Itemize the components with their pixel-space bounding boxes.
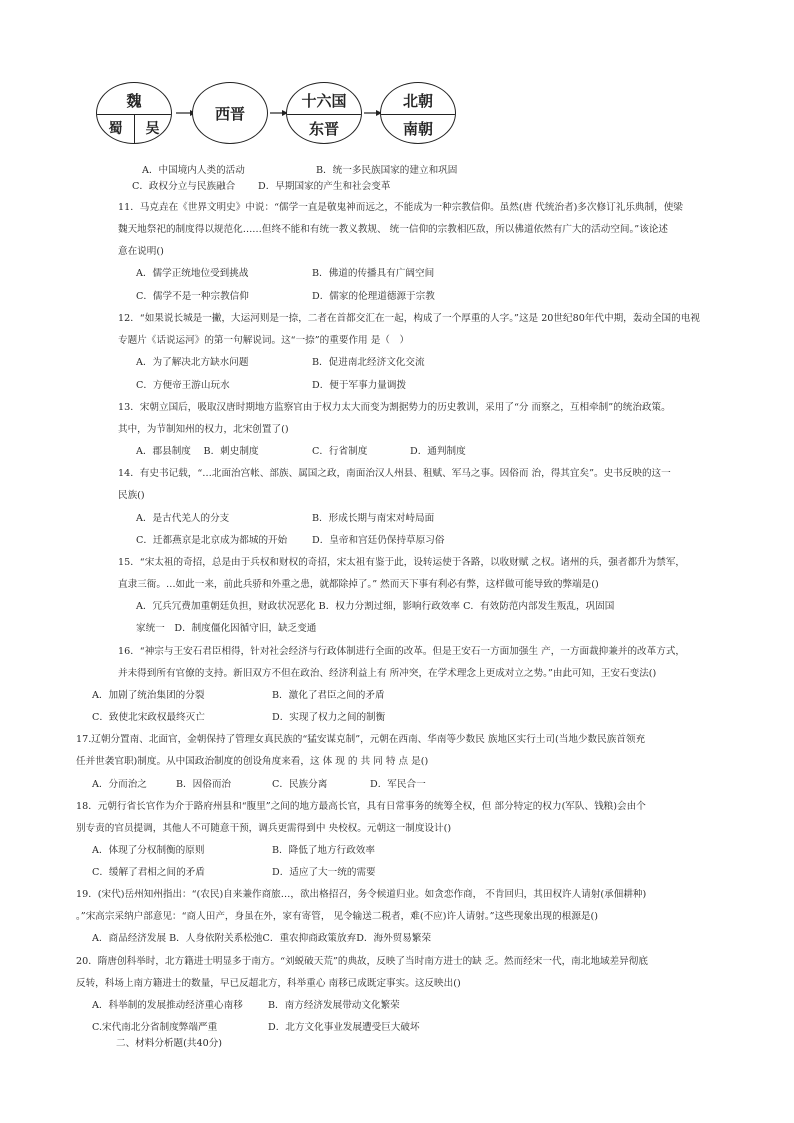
q12-option-d: D．便于军事力量调拨 xyxy=(312,380,407,391)
q10-option-b: B．统一多民族国家的建立和巩固 xyxy=(316,165,458,176)
q16-option-d: D．实现了权力之间的制衡 xyxy=(272,712,386,723)
q18-option-d: D．适应了大一统的需要 xyxy=(272,867,376,878)
q11-option-a: A．儒学正统地位受到挑战 xyxy=(136,268,249,279)
q17-stem: 17.辽朝分置南、北面官，金朝保持了管理女真民族的“猛安谋克制”，元朝在西南、华南等少数民 族地区实行土司(当地少数民族首领充 xyxy=(76,734,646,745)
q13-option-ab: A．郡县制度 B．刺史制度 xyxy=(136,446,259,457)
node-xijin xyxy=(192,82,268,144)
q17-option-c: C．民族分离 xyxy=(272,779,328,790)
q11-stem: 11．马克垚在《世界文明史》中说：“儒学一直是敬鬼神而远之，不能成为一种宗教信仰。虽然(唐 代统治者)多次修订礼乐典制，使梁 xyxy=(118,202,683,213)
q20-option-d: D．北方文化事业发展遭受巨大破坏 xyxy=(268,1022,420,1033)
q16-stem: 16．“神宗与王安石君臣相得，针对社会经济与行政体制进行全面的改革。但是王安石一方面加强生 产，一方面裁抑兼并的改革方式， xyxy=(118,646,686,657)
q17-stem: 任并世袭官职)制度。从中国政治制度的创设角度来看，这 体 现 的 共 同 特 点 是() xyxy=(76,756,429,767)
q17-option-b: B．因俗而治 xyxy=(176,779,232,790)
q11-option-d: D．儒家的伦理道德源于宗教 xyxy=(312,291,435,302)
q11-option-c: C．儒学不是一种宗教信仰 xyxy=(136,291,249,302)
q14-option-b: B．形成长期与南宋对峙局面 xyxy=(312,513,435,524)
q18-stem: 18．元朝行省长官作为介于路府州县和“腹里”之间的地方最高长官，具有日常事务的统筹全权，但 部分特定的权力(军队、钱粮)会由个 xyxy=(76,801,646,812)
q13-option-c: C．行省制度 xyxy=(312,446,368,457)
q18-option-c: C．缓解了君相之间的矛盾 xyxy=(92,867,205,878)
q20-option-c: C.宋代南北分省制度弊端严重 xyxy=(92,1022,218,1033)
node-wei-shu-wu xyxy=(96,82,172,144)
q16-option-a: A．加剧了统治集团的分裂 xyxy=(92,690,205,701)
q13-stem: 13．宋朝立国后，吸取汉唐时期地方监察官由于权力太大而变为割据势力的历史教训，采用了“分 而察之，互相牵制”的统治政策。 xyxy=(118,402,671,413)
node-label-wu: 吴 xyxy=(145,121,160,137)
q12-option-a: A．为了解决北方缺水问题 xyxy=(136,357,249,368)
q14-option-c: C．迁都燕京是北京成为都城的开始 xyxy=(136,535,288,546)
node-label-dongjin: 东晋 xyxy=(308,120,339,138)
node-label-shu: 蜀 xyxy=(108,121,123,137)
q15-stem: 直隶三衙。…如此一来，前此兵骄和外重之患，就都除掉了。” 然而天下事有利必有弊，这样做可能导致的弊端是() xyxy=(118,579,599,590)
q17-option-d: D．军民合一 xyxy=(370,779,426,790)
q12-stem: 12．“如果说长城是一撇，大运河则是一捺，二者在首都交汇在一起，构成了一个厚重的人字。”这是 20世纪80年代中期，轰动全国的电视 xyxy=(118,313,700,324)
dynasty-flow-diagram xyxy=(96,80,596,146)
q20-option-b: B．南方经济发展带动文化繁荣 xyxy=(268,1000,400,1011)
q19-options: A．商品经济发展 B．人身依附关系松弛C．重农抑商政策放弃D．海外贸易繁荣 xyxy=(92,933,432,944)
q20-stem: 20．隋唐创科举时，北方籍进士明显多于南方。“刘蜕破天荒”的典故，反映了当时南方进士的缺 乏。然而经宋一代，南北地域差异彻底 xyxy=(76,956,648,967)
q13-stem: 其中，为节制知州的权力，北宋创置了() xyxy=(118,424,289,435)
q13-option-d: D．通判制度 xyxy=(410,446,466,457)
q15-options: A．冗兵冗费加重朝廷负担，财政状况恶化 B．权力分割过细，影响行政效率 C．有效防范内部发生叛乱，巩固国 xyxy=(136,601,615,612)
q17-option-a: A．分而治之 xyxy=(92,779,147,790)
q12-option-b: B．促进南北经济文化交流 xyxy=(312,357,425,368)
q16-stem: 并未得到所有官僚的支持。新旧双方不但在政治、经济利益上有 所冲突，在学术理念上更成对立之势。”由此可知，王安石变法() xyxy=(118,668,657,679)
q12-option-c: C．方便帝王游山玩水 xyxy=(136,380,230,391)
q20-option-a: A．科举制的发展推动经济重心南移 xyxy=(92,1000,243,1011)
q14-stem: 14．有史书记载，“…北面治宫帐、部族、属国之政，南面治汉人州县、租赋、军马之事。因俗而 治，得其宜矣”。史书反映的这一 xyxy=(118,468,671,479)
node-shiliuguo-dongjin xyxy=(286,82,362,144)
node-label-shiliuguo: 十六国 xyxy=(301,92,347,110)
q16-option-b: B．激化了君臣之间的矛盾 xyxy=(272,690,385,701)
q15-options: 家统一 D．制度僵化因循守旧，缺乏变通 xyxy=(136,623,317,634)
q11-stem: 魏天地祭祀的制度得以规范化……但终不能和有统一教义教规、 统一信仰的宗教相匹敌，所以佛道依然有广大的活动空间。”该论述 xyxy=(118,224,668,235)
q18-option-a: A．体现了分权制衡的原则 xyxy=(92,845,205,856)
q19-stem: 。”宋高宗采纳户部意见：“商人田产，身虽在外，家有寄管， 见令输送二税者，难(不应)许人请射。”这些现象出现的根源是() xyxy=(76,911,599,922)
q18-option-b: B．降低了地方行政效率 xyxy=(272,845,375,856)
q12-stem: 专题片《话说运河》的第一句解说词。这“一捺”的重要作用 是（ ） xyxy=(118,335,410,346)
q14-stem: 民族() xyxy=(118,490,145,501)
q16-option-c: C．致使北宋政权最终灭亡 xyxy=(92,712,205,723)
q15-stem: 15．“宋太祖的奇招，总是由于兵权和财权的奇招，宋太祖有鉴于此，设转运使于各路，以收财赋 之权。诸州的兵，强者都升为禁军， xyxy=(118,557,686,568)
node-label-wei: 魏 xyxy=(126,92,142,110)
q14-option-a: A．是古代羌人的分支 xyxy=(136,513,230,524)
node-beichao-nanchao xyxy=(380,82,456,144)
node-label-nanchao: 南朝 xyxy=(402,120,433,138)
q10-option-a: A．中国境内人类的活动 xyxy=(142,165,245,176)
q11-stem: 意在说明() xyxy=(118,246,164,257)
q19-stem: 19．(宋代)岳州知州指出：“(农民)自来兼作商旅…，欲出格招召，务令候道归业。如贪恋作商， 不肯回归，其田权许人请射(承佃耕种) xyxy=(76,889,647,900)
q10-option-d: D．早期国家的产生和社会变革 xyxy=(258,181,391,192)
node-label-xijin: 西晋 xyxy=(214,104,245,123)
section-heading: 二、材料分析题(共40分) xyxy=(116,1038,223,1049)
q10-option-c: C．政权分立与民族融合 xyxy=(132,181,236,192)
q11-option-b: B．佛道的传播具有广阔空间 xyxy=(312,268,435,279)
q14-option-d: D．皇帝和宫廷仍保持草原习俗 xyxy=(312,535,445,546)
q18-stem: 别专责的官员提调，其他人不可随意干预，调兵更需得到中 央校权。元朝这一制度设计() xyxy=(76,823,452,834)
node-label-beichao: 北朝 xyxy=(402,92,433,110)
q20-stem: 反转，科场上南方籍进士的数量，早已反超北方，科举重心 南移已成既定事实。这反映出() xyxy=(76,978,461,989)
